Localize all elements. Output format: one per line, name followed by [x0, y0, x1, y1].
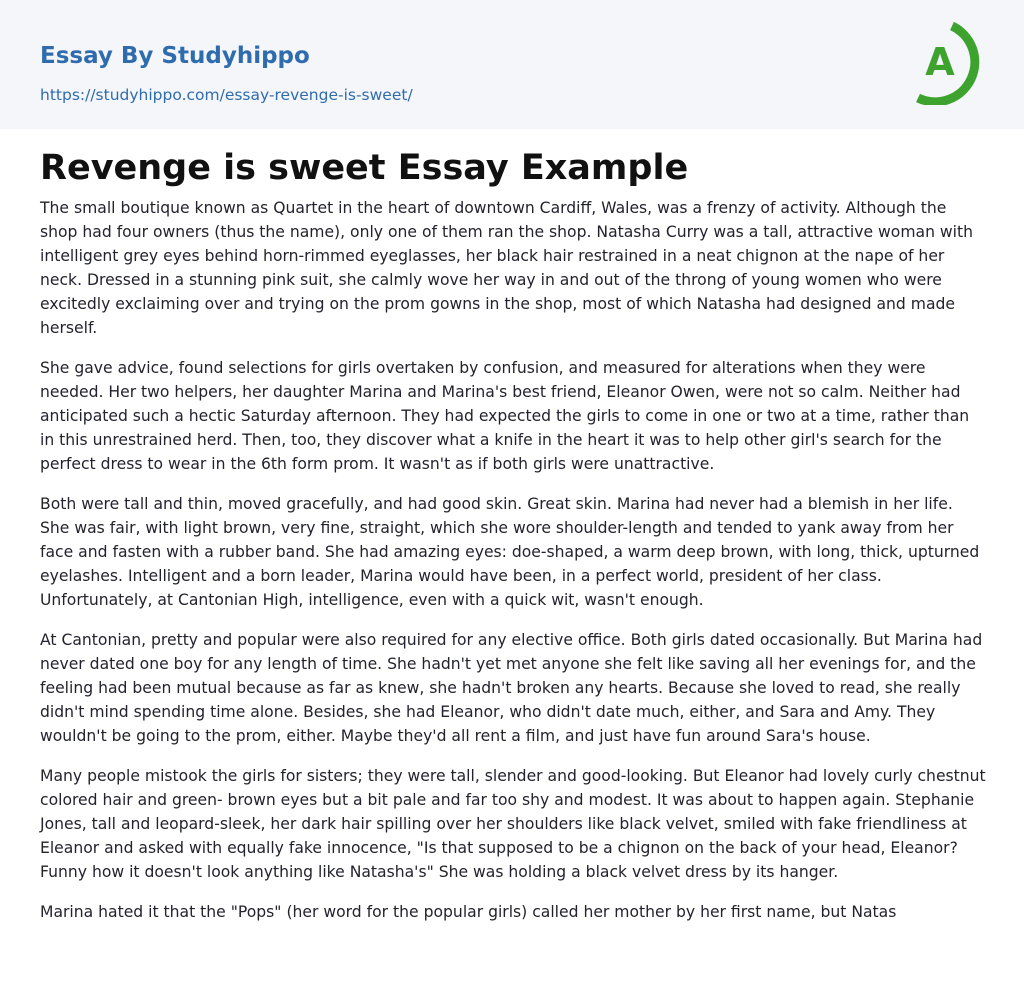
- site-header: [0, 0, 1024, 129]
- article-body: [0, 129, 1024, 924]
- site-title[interactable]: Essay By Studyhippo: [40, 43, 310, 69]
- essay-paragraph-4: At Cantonian, pretty and popular were also required for any elective office. Both girls dated occasionally. But Marina had never dated one boy for any length of time. She hadn't yet met anyone she felt like saving all her evenings for, and the feeling had been mutual because as far as knew, she hadn't broken any hearts. Because she loved to read, she really didn't mind spending time alone. Besides, she had Eleanor, who didn't date much, either, and Sara and Amy. They wouldn't be going to the prom, either. Maybe they'd all rent a film, and just have fun around Sara's house.: [40, 631, 983, 745]
- source-url-link[interactable]: https://studyhippo.com/essay-revenge-is-sweet/: [40, 86, 413, 104]
- studyhippo-a-logo-icon[interactable]: [912, 19, 988, 105]
- essay-paragraph-3: Both were tall and thin, moved gracefully, and had good skin. Great skin. Marina had never had a blemish in her life. She was fair, with light brown, very fine, straight, which she wore shoulder-length and tended to yank away from her face and fasten with a rubber band. She had amazing eyes: doe-shaped, a warm deep brown, with long, thick, upturned eyelashes. Intelligent and a born leader, Marina would have been, in a perfect world, president of her class. Unfortunately, at Cantonian High, intelligence, even with a quick wit, wasn't enough.: [40, 495, 980, 609]
- logo-letter: A: [925, 40, 955, 84]
- essay-paragraph-2: She gave advice, found selections for girls overtaken by confusion, and measured for alterations when they were needed. Her two helpers, her daughter Marina and Marina's best friend, Eleanor Owen, were not so calm. Neither had anticipated such a hectic Saturday afternoon. They had expected the girls to come in one or two at a time, rather than in this unrestrained herd. Then, too, they discover what a knife in the heart it was to help other girl's search for the perfect dress to wear in the 6th form prom. It wasn't as if both girls were unattractive.: [40, 359, 970, 473]
- page-title: Revenge is sweet Essay Example: [40, 148, 689, 188]
- essay-paragraph-6: Marina hated it that the "Pops" (her word for the popular girls) called her mother by her first name, but Natas: [40, 903, 897, 921]
- essay-paragraph-5: Many people mistook the girls for sisters; they were tall, slender and good-looking. But Eleanor had lovely curly chestnut colored hair and green- brown eyes but a bit pale and far too shy and modest. It was about to happen again. Stephanie Jones, tall and leopard-sleek, her dark hair spilling over her shoulders like black velvet, smiled with fake friendliness at Eleanor and asked with equally fake innocence, "Is that supposed to be a chignon on the back of your head, Eleanor? Funny how it doesn't look anything like Natasha's" She was holding a black velvet dress by its hanger.: [40, 767, 986, 881]
- essay-paragraph-1: The small boutique known as Quartet in the heart of downtown Cardiff, Wales, was a frenzy of activity. Although the shop had four owners (thus the name), only one of them ran the shop. Natasha Curry was a tall, attractive woman with intelligent grey eyes behind horn-rimmed eyeglasses, her black hair restrained in a neat chignon at the nape of her neck. Dressed in a stunning pink suit, she calmly wove her way in and out of the throng of young women who were excitedly exclaiming over and trying on the prom gowns in the shop, most of which Natasha had designed and made herself.: [40, 199, 973, 337]
